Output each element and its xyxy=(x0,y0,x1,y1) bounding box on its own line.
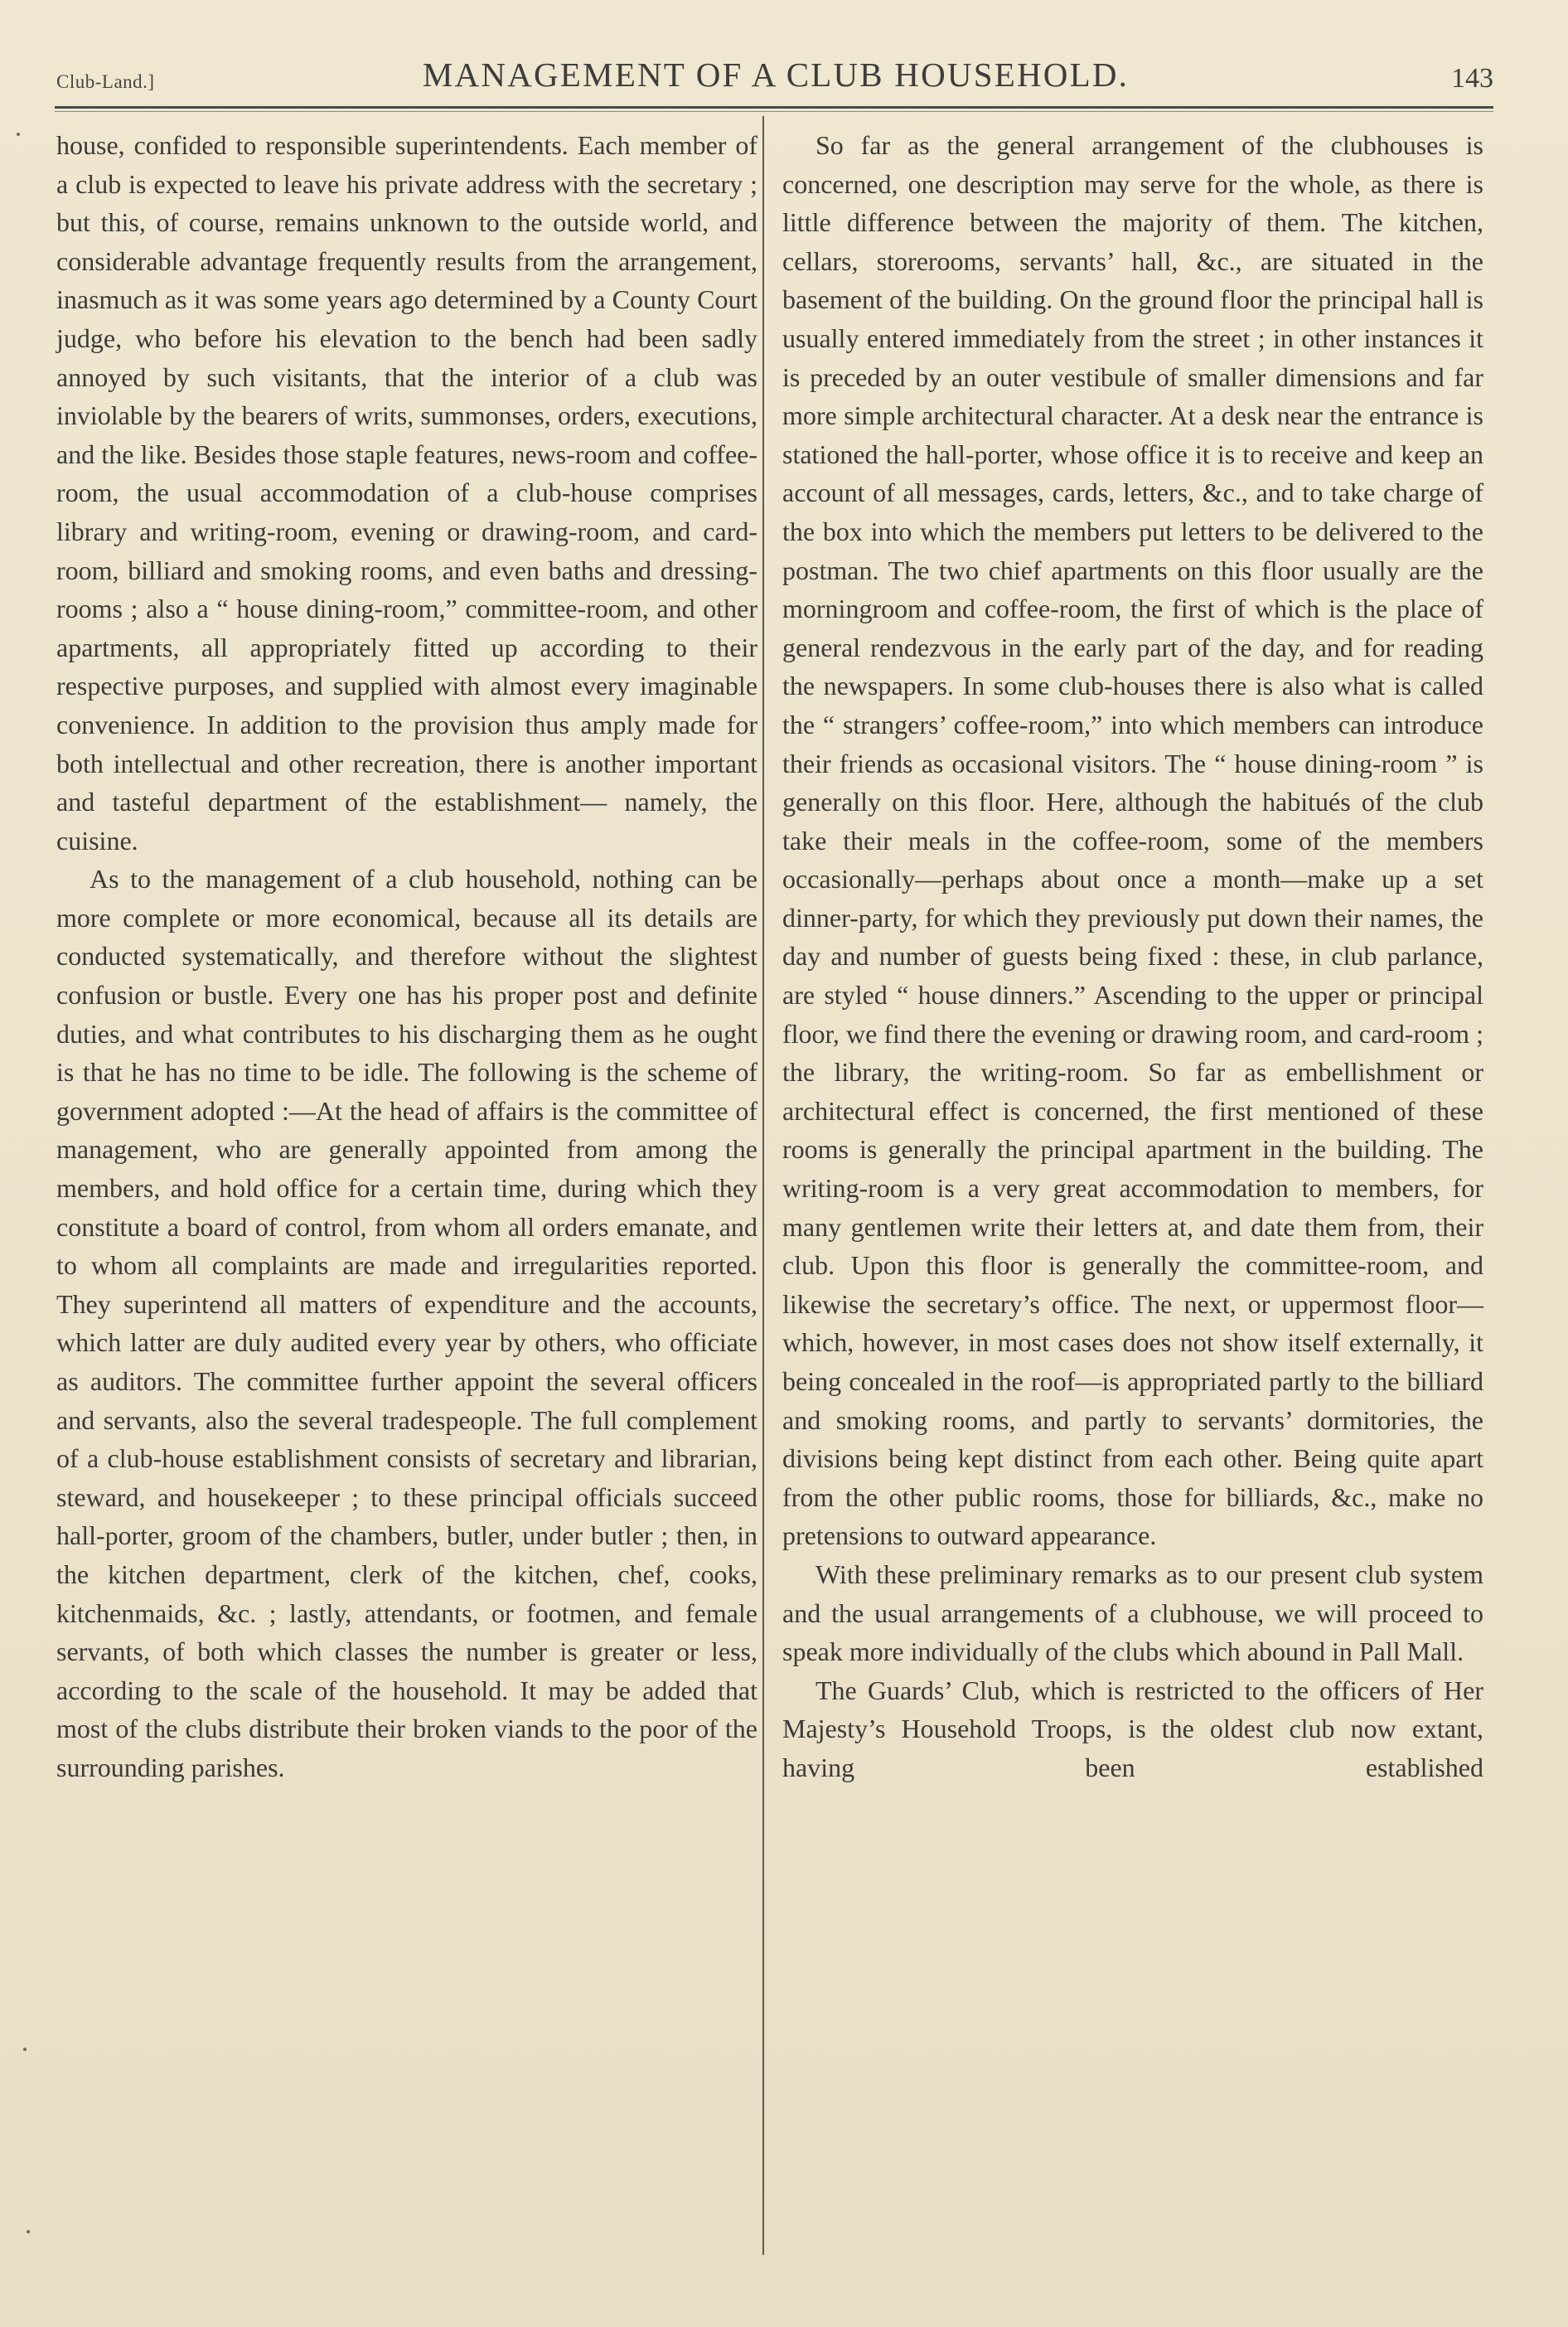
paper-speck xyxy=(17,133,20,136)
page-number: 143 xyxy=(1451,63,1493,94)
paragraph: The Guards’ Club, which is restricted to the officers of Her Majesty’s Household Troops, is the oldest club now extant, having been established xyxy=(782,1675,1483,1782)
column-divider xyxy=(762,116,764,2255)
left-column xyxy=(56,126,757,1787)
page-header xyxy=(55,55,1497,104)
paragraph: house, confided to responsible superintendents. Each member of a club is expected to leave his private address with the secretary ; but this, of course, remains unknown to the outside world, and considerable advantage frequently results from the arrangement, inasmuch as it was some years ago determined by a County Court judge, who before his elevation to the bench had been sadly annoyed by such visitants, that the interior of a club was inviolable by the bearers of writs, summonses, orders, executions, and the like. Besides those staple features, news-room and coffee-room, the usual accommodation of a club-house comprises library and writing-room, evening or drawing-room, and card-room, billiard and smoking rooms, and even baths and dressing-rooms ; also a “ house dining-room,” committee-room, and other apartments, all appropriately fitted up according to their respective purposes, and supplied with almost every imaginable convenience. In addition to the provision thus amply made for both intellectual and other recreation, there is another important and tasteful department of the establishment— namely, the cuisine. xyxy=(56,130,757,856)
paragraph: So far as the general arrangement of the clubhouses is concerned, one description may serve for the whole, as there is little difference between the majority of them. The kitchen, cellars, storerooms, servants’ hall, &c., are situated in the basement of the building. On the ground floor the principal hall is usually entered immediately from the street ; in other instances it is preceded by an outer vestibule of smaller dimensions and far more simple architectural character. At a desk near the entrance is stationed the hall-porter, whose office it is to receive and keep an account of all messages, cards, letters, &c., and to take charge of the box into which the members put letters to be delivered to the postman. The two chief apartments on this floor usually are the morningroom and coffee-room, the first of which is the place of general rendezvous in the early part of the day, and for reading the newspapers. In some club-houses there is also what is called the “ strangers’ coffee-room,” into which members can introduce their friends as occasional visitors. The “ house dining-room ” is generally on this floor. Here, although the habitués of the club take their meals in the coffee-room, some of the members occasionally—perhaps about once a month—make up a set dinner-party, for which they previously put down their names, the day and number of guests being fixed : these, in club parlance, are styled “ house dinners.” Ascending to the upper or principal floor, we find there the evening or drawing room, and card-room ; the library, the writing-room. So far as embellishment or architectural effect is concerned, the first mentioned of these rooms is generally the principal apartment in the building. The writing-room is a very great accommodation to members, for many gentlemen write their letters at, and date them from, their club. Upon this floor is generally the committee-room, and likewise the secretary’s office. The next, or uppermost floor—which, however, in most cases does not show itself externally, it being concealed in the roof—is appropriated partly to the billiard and smoking rooms, and partly to servants’ dormitories, the divisions being kept distinct from each other. Being quite apart from the other public rooms, those for billiards, &c., make no pretensions to outward appearance. xyxy=(782,130,1483,1551)
header-rule-thin xyxy=(55,111,1493,112)
running-head: Club-Land.] xyxy=(56,71,155,92)
paragraph: As to the management of a club household, nothing can be more complete or more economical, because all its details are conducted systematically, and therefore without the slightest confusion or bustle. Every one has his proper post and definite duties, and what contributes to his discharging them as he ought is that he has no time to be idle. The following is the scheme of government adopted :—At the head of affairs is the committee of management, who are generally appointed from among the members, and hold office for a certain time, during which they constitute a board of control, from whom all orders emanate, and to whom all complaints are made and irregularities reported. They superintend all matters of expenditure and the accounts, which latter are duly audited every year by others, who officiate as auditors. The committee further appoint the several officers and servants, also the several tradespeople. The full complement of a club-house establishment consists of secretary and librarian, steward, and housekeeper ; to these principal officials succeed hall-porter, groom of the chambers, butler, under butler ; then, in the kitchen department, clerk of the kitchen, chef, cooks, kitchenmaids, &c. ; lastly, attendants, or footmen, and female servants, of both which classes the number is greater or less, according to the scale of the household. It may be added that most of the clubs distribute their broken viands to the poor of the surrounding parishes. xyxy=(56,864,757,1782)
header-rule xyxy=(55,106,1493,109)
page-title: MANAGEMENT OF A CLUB HOUSEHOLD. xyxy=(422,56,1130,94)
right-column xyxy=(782,126,1483,1787)
paragraph: With these preliminary remarks as to our present club system and the usual arrangements of a clubhouse, we will proceed to speak more individually of the clubs which abound in Pall Mall. xyxy=(782,1559,1483,1667)
paper-speck xyxy=(27,2230,30,2233)
paper-speck xyxy=(23,2048,27,2051)
